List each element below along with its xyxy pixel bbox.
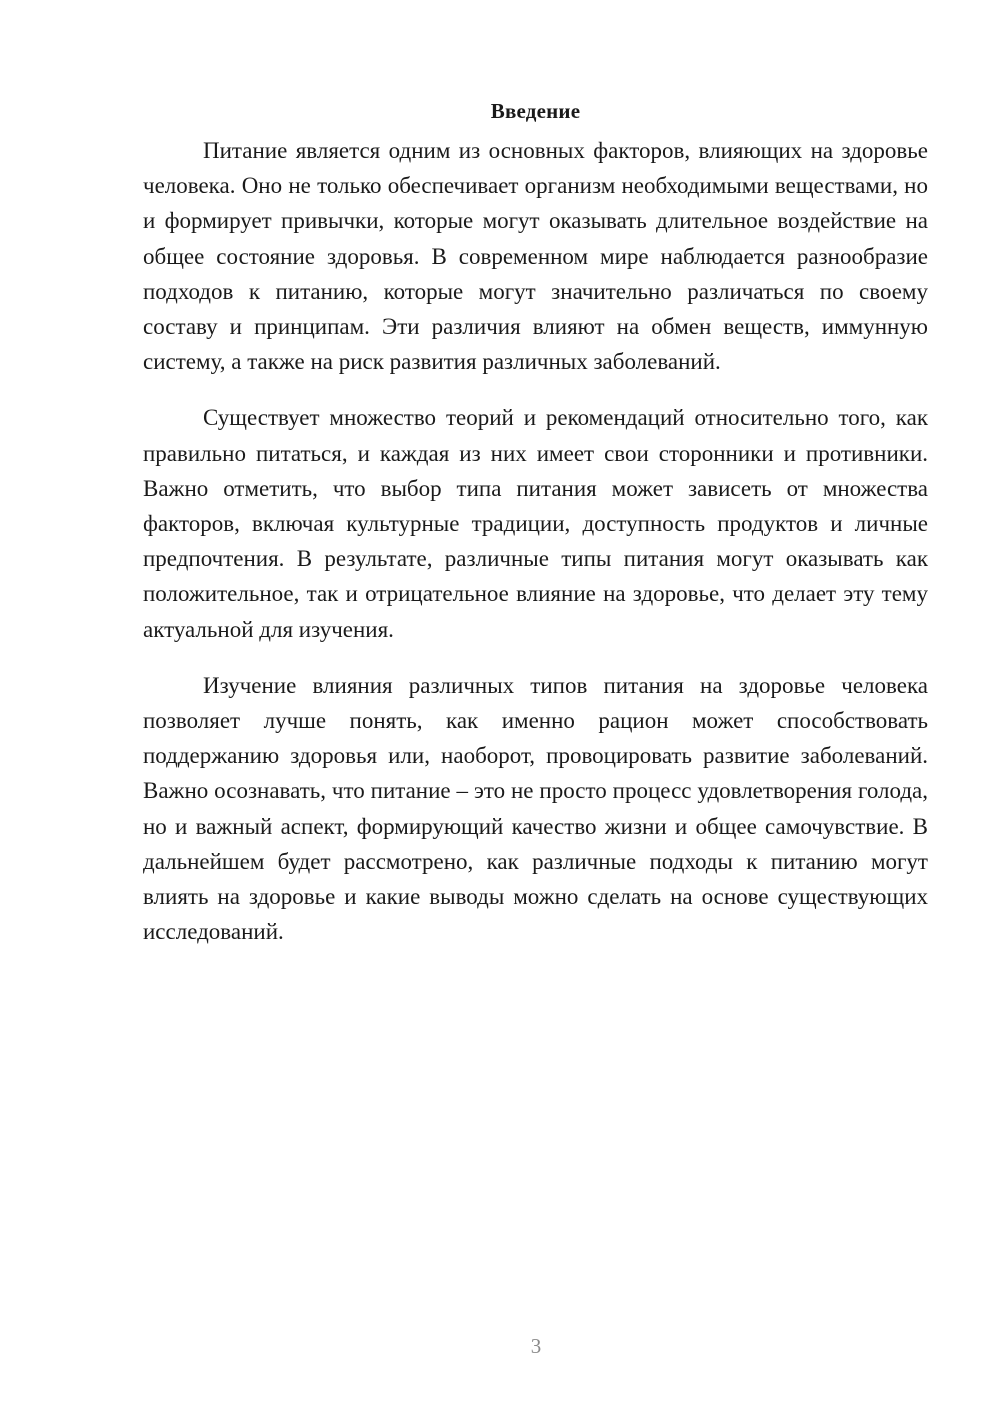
document-body [143,97,928,970]
paragraph-1: Питание является одним из основных факторов, влияющих на здоровье человека. Оно не только обеспечивает организм необходимыми веществами, но и формирует привычки, которые могут оказывать длительное воздействие на общее состояние здоровья. В современном мире наблюдается разнообразие подходов к питанию, которые могут значительно различаться по своему составу и принципам. Эти различия влияют на обмен веществ, иммунную систему, а также на риск развития различных заболеваний. [143,138,928,375]
section-heading: Введение [490,99,581,123]
paragraph-3: Изучение влияния различных типов питания на здоровье человека позволяет лучше понять, как именно рацион может способствовать поддержанию здоровья или, наоборот, провоцировать развитие заболеваний. Важно осознавать, что питание – это не просто процесс удовлетворения голода, но и важный аспект, формирующий качество жизни и общее самочувствие. В дальнейшем будет рассмотрено, как различные подходы к питанию могут влиять на здоровье и какие выводы можно сделать на основе существующих исследований. [143,672,928,945]
paragraph-2: Существует множество теорий и рекомендаций относительно того, как правильно питаться, и каждая из них имеет свои сторонники и противники. Важно отметить, что выбор типа питания может зависеть от множества факторов, включая культурные традиции, доступность продуктов и личные предпочтения. В результате, различные типы питания могут оказывать как положительное, так и отрицательное влияние на здоровье, что делает эту тему актуальной для изучения. [143,405,928,642]
page-number: 3 [530,1334,542,1358]
